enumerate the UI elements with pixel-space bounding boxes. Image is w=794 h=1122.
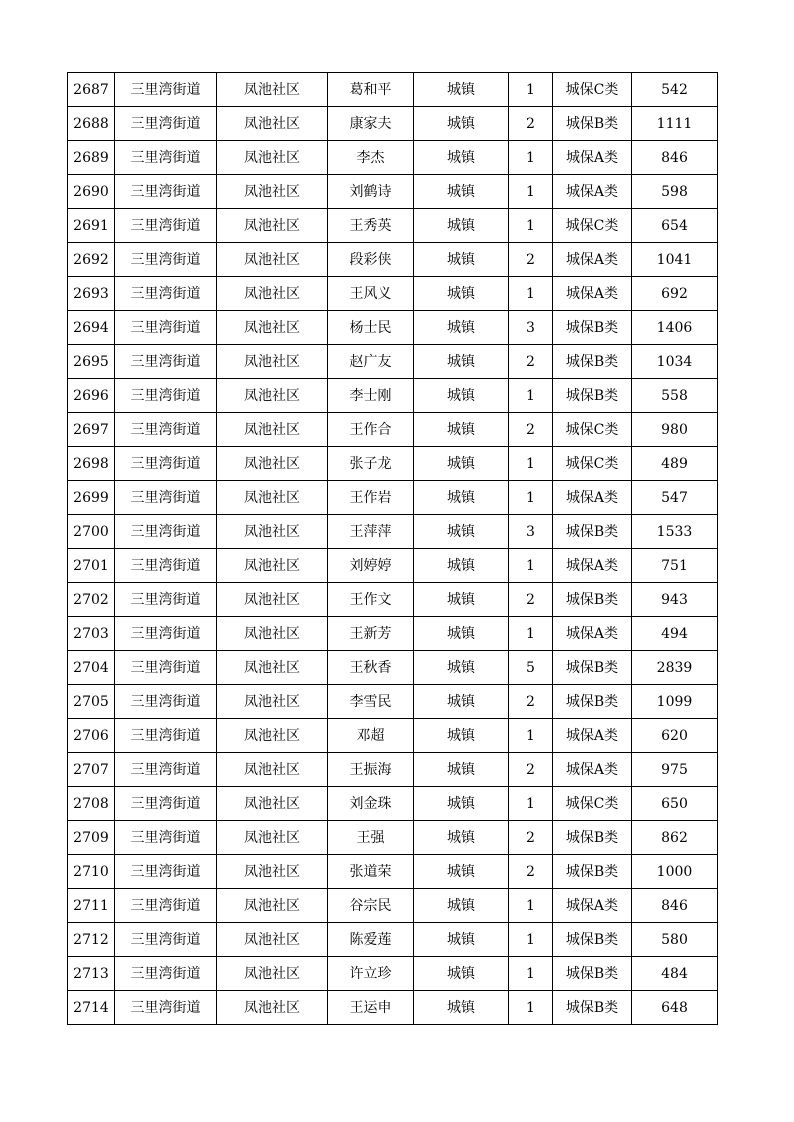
- area-type-cell: 城镇: [414, 209, 509, 243]
- category-cell: 城保B类: [553, 685, 632, 719]
- community-cell: 凤池社区: [217, 753, 328, 787]
- household-count-cell: 2: [509, 243, 553, 277]
- community-cell: 凤池社区: [217, 175, 328, 209]
- category-cell: 城保C类: [553, 413, 632, 447]
- table-row: [68, 685, 718, 719]
- household-count-cell: 1: [509, 73, 553, 107]
- name-cell: 邓超: [328, 719, 414, 753]
- household-count-cell: 1: [509, 991, 553, 1025]
- roster-table: [67, 72, 718, 1025]
- table-row: [68, 73, 718, 107]
- table-row: [68, 889, 718, 923]
- household-count-cell: 2: [509, 345, 553, 379]
- table-row: [68, 209, 718, 243]
- amount-cell: 620: [632, 719, 718, 753]
- household-count-cell: 1: [509, 481, 553, 515]
- table-row: [68, 821, 718, 855]
- category-cell: 城保C类: [553, 209, 632, 243]
- name-cell: 王作岩: [328, 481, 414, 515]
- category-cell: 城保B类: [553, 821, 632, 855]
- area-type-cell: 城镇: [414, 821, 509, 855]
- street-cell: 三里湾街道: [115, 651, 217, 685]
- category-cell: 城保B类: [553, 583, 632, 617]
- street-cell: 三里湾街道: [115, 821, 217, 855]
- street-cell: 三里湾街道: [115, 787, 217, 821]
- household-count-cell: 1: [509, 277, 553, 311]
- street-cell: 三里湾街道: [115, 413, 217, 447]
- table-row: [68, 107, 718, 141]
- area-type-cell: 城镇: [414, 107, 509, 141]
- community-cell: 凤池社区: [217, 141, 328, 175]
- record-id-cell: 2708: [68, 787, 115, 821]
- street-cell: 三里湾街道: [115, 107, 217, 141]
- category-cell: 城保B类: [553, 345, 632, 379]
- street-cell: 三里湾街道: [115, 175, 217, 209]
- name-cell: 王风义: [328, 277, 414, 311]
- category-cell: 城保A类: [553, 175, 632, 209]
- amount-cell: 975: [632, 753, 718, 787]
- area-type-cell: 城镇: [414, 175, 509, 209]
- street-cell: 三里湾街道: [115, 481, 217, 515]
- street-cell: 三里湾街道: [115, 515, 217, 549]
- area-type-cell: 城镇: [414, 617, 509, 651]
- area-type-cell: 城镇: [414, 787, 509, 821]
- household-count-cell: 1: [509, 889, 553, 923]
- amount-cell: 598: [632, 175, 718, 209]
- amount-cell: 542: [632, 73, 718, 107]
- community-cell: 凤池社区: [217, 617, 328, 651]
- table-row: [68, 855, 718, 889]
- roster-body: [68, 73, 718, 1025]
- name-cell: 王运申: [328, 991, 414, 1025]
- household-count-cell: 2: [509, 821, 553, 855]
- name-cell: 王强: [328, 821, 414, 855]
- name-cell: 王作文: [328, 583, 414, 617]
- name-cell: 赵广友: [328, 345, 414, 379]
- household-count-cell: 2: [509, 753, 553, 787]
- record-id-cell: 2714: [68, 991, 115, 1025]
- community-cell: 凤池社区: [217, 855, 328, 889]
- record-id-cell: 2698: [68, 447, 115, 481]
- area-type-cell: 城镇: [414, 549, 509, 583]
- table-row: [68, 719, 718, 753]
- name-cell: 王秋香: [328, 651, 414, 685]
- street-cell: 三里湾街道: [115, 141, 217, 175]
- area-type-cell: 城镇: [414, 685, 509, 719]
- table-row: [68, 753, 718, 787]
- household-count-cell: 1: [509, 379, 553, 413]
- area-type-cell: 城镇: [414, 141, 509, 175]
- category-cell: 城保A类: [553, 481, 632, 515]
- table-row: [68, 617, 718, 651]
- category-cell: 城保A类: [553, 549, 632, 583]
- record-id-cell: 2705: [68, 685, 115, 719]
- name-cell: 葛和平: [328, 73, 414, 107]
- record-id-cell: 2696: [68, 379, 115, 413]
- record-id-cell: 2712: [68, 923, 115, 957]
- household-count-cell: 1: [509, 209, 553, 243]
- table-row: [68, 175, 718, 209]
- name-cell: 李士刚: [328, 379, 414, 413]
- record-id-cell: 2711: [68, 889, 115, 923]
- table-row: [68, 447, 718, 481]
- community-cell: 凤池社区: [217, 379, 328, 413]
- household-count-cell: 2: [509, 107, 553, 141]
- community-cell: 凤池社区: [217, 243, 328, 277]
- amount-cell: 2839: [632, 651, 718, 685]
- amount-cell: 1034: [632, 345, 718, 379]
- record-id-cell: 2706: [68, 719, 115, 753]
- household-count-cell: 2: [509, 685, 553, 719]
- name-cell: 王作合: [328, 413, 414, 447]
- name-cell: 刘金珠: [328, 787, 414, 821]
- community-cell: 凤池社区: [217, 821, 328, 855]
- name-cell: 李杰: [328, 141, 414, 175]
- category-cell: 城保A类: [553, 753, 632, 787]
- street-cell: 三里湾街道: [115, 991, 217, 1025]
- amount-cell: 547: [632, 481, 718, 515]
- category-cell: 城保A类: [553, 243, 632, 277]
- table-row: [68, 311, 718, 345]
- amount-cell: 1099: [632, 685, 718, 719]
- category-cell: 城保B类: [553, 651, 632, 685]
- name-cell: 王萍萍: [328, 515, 414, 549]
- area-type-cell: 城镇: [414, 379, 509, 413]
- street-cell: 三里湾街道: [115, 243, 217, 277]
- community-cell: 凤池社区: [217, 311, 328, 345]
- community-cell: 凤池社区: [217, 583, 328, 617]
- name-cell: 许立珍: [328, 957, 414, 991]
- area-type-cell: 城镇: [414, 651, 509, 685]
- household-count-cell: 5: [509, 651, 553, 685]
- name-cell: 王秀英: [328, 209, 414, 243]
- amount-cell: 1406: [632, 311, 718, 345]
- name-cell: 王新芳: [328, 617, 414, 651]
- community-cell: 凤池社区: [217, 515, 328, 549]
- record-id-cell: 2691: [68, 209, 115, 243]
- amount-cell: 484: [632, 957, 718, 991]
- community-cell: 凤池社区: [217, 651, 328, 685]
- area-type-cell: 城镇: [414, 73, 509, 107]
- record-id-cell: 2695: [68, 345, 115, 379]
- street-cell: 三里湾街道: [115, 209, 217, 243]
- household-count-cell: 2: [509, 855, 553, 889]
- table-row: [68, 991, 718, 1025]
- community-cell: 凤池社区: [217, 413, 328, 447]
- community-cell: 凤池社区: [217, 277, 328, 311]
- street-cell: 三里湾街道: [115, 923, 217, 957]
- category-cell: 城保A类: [553, 141, 632, 175]
- amount-cell: 494: [632, 617, 718, 651]
- table-row: [68, 345, 718, 379]
- household-count-cell: 2: [509, 583, 553, 617]
- category-cell: 城保B类: [553, 991, 632, 1025]
- table-row: [68, 787, 718, 821]
- amount-cell: 1041: [632, 243, 718, 277]
- street-cell: 三里湾街道: [115, 617, 217, 651]
- area-type-cell: 城镇: [414, 243, 509, 277]
- area-type-cell: 城镇: [414, 277, 509, 311]
- household-count-cell: 1: [509, 957, 553, 991]
- street-cell: 三里湾街道: [115, 311, 217, 345]
- category-cell: 城保B类: [553, 379, 632, 413]
- table-row: [68, 549, 718, 583]
- amount-cell: 943: [632, 583, 718, 617]
- table-row: [68, 957, 718, 991]
- area-type-cell: 城镇: [414, 583, 509, 617]
- table-row: [68, 141, 718, 175]
- record-id-cell: 2690: [68, 175, 115, 209]
- amount-cell: 648: [632, 991, 718, 1025]
- household-count-cell: 1: [509, 549, 553, 583]
- area-type-cell: 城镇: [414, 855, 509, 889]
- table-row: [68, 515, 718, 549]
- amount-cell: 1111: [632, 107, 718, 141]
- community-cell: 凤池社区: [217, 889, 328, 923]
- area-type-cell: 城镇: [414, 447, 509, 481]
- household-count-cell: 3: [509, 515, 553, 549]
- street-cell: 三里湾街道: [115, 345, 217, 379]
- name-cell: 王振海: [328, 753, 414, 787]
- street-cell: 三里湾街道: [115, 889, 217, 923]
- community-cell: 凤池社区: [217, 957, 328, 991]
- name-cell: 李雪民: [328, 685, 414, 719]
- table-row: [68, 923, 718, 957]
- amount-cell: 846: [632, 141, 718, 175]
- category-cell: 城保B类: [553, 923, 632, 957]
- name-cell: 康家夫: [328, 107, 414, 141]
- street-cell: 三里湾街道: [115, 583, 217, 617]
- amount-cell: 654: [632, 209, 718, 243]
- community-cell: 凤池社区: [217, 719, 328, 753]
- record-id-cell: 2704: [68, 651, 115, 685]
- area-type-cell: 城镇: [414, 991, 509, 1025]
- table-row: [68, 413, 718, 447]
- table-row: [68, 481, 718, 515]
- category-cell: 城保A类: [553, 889, 632, 923]
- community-cell: 凤池社区: [217, 549, 328, 583]
- area-type-cell: 城镇: [414, 413, 509, 447]
- amount-cell: 751: [632, 549, 718, 583]
- name-cell: 段彩侠: [328, 243, 414, 277]
- community-cell: 凤池社区: [217, 73, 328, 107]
- record-id-cell: 2700: [68, 515, 115, 549]
- community-cell: 凤池社区: [217, 345, 328, 379]
- community-cell: 凤池社区: [217, 991, 328, 1025]
- area-type-cell: 城镇: [414, 889, 509, 923]
- community-cell: 凤池社区: [217, 685, 328, 719]
- amount-cell: 650: [632, 787, 718, 821]
- street-cell: 三里湾街道: [115, 719, 217, 753]
- household-count-cell: 1: [509, 617, 553, 651]
- community-cell: 凤池社区: [217, 923, 328, 957]
- amount-cell: 1000: [632, 855, 718, 889]
- amount-cell: 1533: [632, 515, 718, 549]
- category-cell: 城保C类: [553, 73, 632, 107]
- household-count-cell: 1: [509, 923, 553, 957]
- street-cell: 三里湾街道: [115, 549, 217, 583]
- amount-cell: 846: [632, 889, 718, 923]
- amount-cell: 692: [632, 277, 718, 311]
- record-id-cell: 2713: [68, 957, 115, 991]
- street-cell: 三里湾街道: [115, 753, 217, 787]
- category-cell: 城保B类: [553, 515, 632, 549]
- table-row: [68, 379, 718, 413]
- record-id-cell: 2707: [68, 753, 115, 787]
- community-cell: 凤池社区: [217, 447, 328, 481]
- community-cell: 凤池社区: [217, 209, 328, 243]
- amount-cell: 862: [632, 821, 718, 855]
- community-cell: 凤池社区: [217, 107, 328, 141]
- street-cell: 三里湾街道: [115, 379, 217, 413]
- household-count-cell: 1: [509, 719, 553, 753]
- household-count-cell: 1: [509, 175, 553, 209]
- area-type-cell: 城镇: [414, 719, 509, 753]
- table-row: [68, 277, 718, 311]
- street-cell: 三里湾街道: [115, 277, 217, 311]
- record-id-cell: 2710: [68, 855, 115, 889]
- amount-cell: 980: [632, 413, 718, 447]
- amount-cell: 580: [632, 923, 718, 957]
- area-type-cell: 城镇: [414, 515, 509, 549]
- record-id-cell: 2692: [68, 243, 115, 277]
- household-count-cell: 1: [509, 141, 553, 175]
- area-type-cell: 城镇: [414, 923, 509, 957]
- record-id-cell: 2688: [68, 107, 115, 141]
- household-count-cell: 1: [509, 787, 553, 821]
- category-cell: 城保C类: [553, 447, 632, 481]
- area-type-cell: 城镇: [414, 481, 509, 515]
- name-cell: 杨士民: [328, 311, 414, 345]
- street-cell: 三里湾街道: [115, 685, 217, 719]
- community-cell: 凤池社区: [217, 787, 328, 821]
- name-cell: 张子龙: [328, 447, 414, 481]
- name-cell: 谷宗民: [328, 889, 414, 923]
- street-cell: 三里湾街道: [115, 447, 217, 481]
- name-cell: 刘婷婷: [328, 549, 414, 583]
- amount-cell: 489: [632, 447, 718, 481]
- household-count-cell: 2: [509, 413, 553, 447]
- street-cell: 三里湾街道: [115, 855, 217, 889]
- record-id-cell: 2702: [68, 583, 115, 617]
- area-type-cell: 城镇: [414, 753, 509, 787]
- category-cell: 城保B类: [553, 957, 632, 991]
- area-type-cell: 城镇: [414, 311, 509, 345]
- household-count-cell: 3: [509, 311, 553, 345]
- category-cell: 城保A类: [553, 277, 632, 311]
- record-id-cell: 2703: [68, 617, 115, 651]
- category-cell: 城保B类: [553, 107, 632, 141]
- amount-cell: 558: [632, 379, 718, 413]
- name-cell: 张道荣: [328, 855, 414, 889]
- record-id-cell: 2699: [68, 481, 115, 515]
- name-cell: 刘鹤诗: [328, 175, 414, 209]
- street-cell: 三里湾街道: [115, 73, 217, 107]
- category-cell: 城保B类: [553, 311, 632, 345]
- record-id-cell: 2709: [68, 821, 115, 855]
- area-type-cell: 城镇: [414, 957, 509, 991]
- category-cell: 城保B类: [553, 855, 632, 889]
- record-id-cell: 2697: [68, 413, 115, 447]
- area-type-cell: 城镇: [414, 345, 509, 379]
- household-count-cell: 1: [509, 447, 553, 481]
- category-cell: 城保A类: [553, 617, 632, 651]
- record-id-cell: 2701: [68, 549, 115, 583]
- record-id-cell: 2694: [68, 311, 115, 345]
- name-cell: 陈爱莲: [328, 923, 414, 957]
- category-cell: 城保A类: [553, 719, 632, 753]
- record-id-cell: 2687: [68, 73, 115, 107]
- category-cell: 城保C类: [553, 787, 632, 821]
- street-cell: 三里湾街道: [115, 957, 217, 991]
- record-id-cell: 2693: [68, 277, 115, 311]
- table-row: [68, 651, 718, 685]
- table-row: [68, 243, 718, 277]
- table-row: [68, 583, 718, 617]
- record-id-cell: 2689: [68, 141, 115, 175]
- community-cell: 凤池社区: [217, 481, 328, 515]
